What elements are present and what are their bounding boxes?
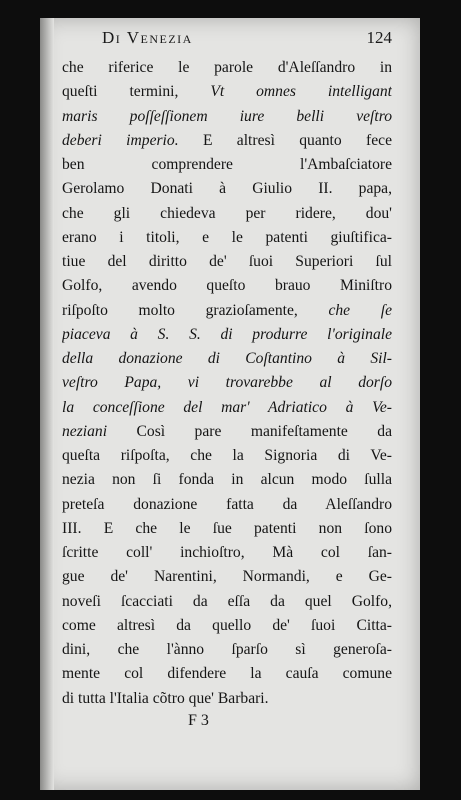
italic-quote-segment: veſtro Papa, vi trovarebbe al dorſo bbox=[62, 374, 392, 392]
italic-quote-segment: della donazione di Coſtantino à Sil- bbox=[62, 350, 392, 367]
text-segment: tiue del diritto de' ſuoi Superiori ſul bbox=[62, 253, 392, 270]
text-segment: di tutta l'Italia cõtro que' Barbari. bbox=[62, 689, 269, 707]
text-line bbox=[62, 80, 392, 104]
text-segment: Così pare manifeſtamente da bbox=[136, 422, 392, 440]
text-segment: Golfo, avendo queſto brauo Miniſtro bbox=[62, 277, 392, 295]
italic-quote-segment: deberi imperio. bbox=[62, 131, 203, 149]
text-line bbox=[62, 638, 392, 662]
text-line bbox=[62, 517, 392, 541]
book-page bbox=[40, 18, 420, 790]
text-line bbox=[62, 371, 392, 395]
text-line bbox=[62, 493, 392, 517]
text-segment: ben comprendere l'Ambaſciatore bbox=[62, 156, 392, 173]
text-line bbox=[62, 590, 392, 614]
text-line bbox=[62, 56, 392, 80]
text-line bbox=[62, 226, 392, 250]
text-line bbox=[62, 662, 392, 686]
body-text bbox=[62, 56, 392, 711]
text-line bbox=[62, 396, 392, 420]
text-line bbox=[62, 323, 392, 347]
text-segment: come altresì da quello de' ſuoi Citta- bbox=[62, 616, 392, 634]
text-line bbox=[62, 299, 392, 323]
text-line bbox=[62, 565, 392, 589]
page-gutter-shadow bbox=[40, 18, 54, 790]
page-number: 124 bbox=[366, 28, 392, 47]
running-head-title: Di Venezia bbox=[102, 28, 193, 47]
italic-quote-segment: maris poſſeſſionem iure belli veſtro bbox=[62, 107, 392, 125]
italic-quote-segment: Vt omnes intelligant bbox=[210, 83, 392, 101]
text-line bbox=[62, 129, 392, 153]
text-segment: nezia non ſi fonda in alcun modo ſulla bbox=[62, 471, 392, 489]
italic-quote-segment: piaceva à S. S. di produrre l'originale bbox=[62, 325, 392, 343]
text-line bbox=[62, 420, 392, 444]
italic-quote-segment: neziani bbox=[62, 422, 137, 440]
text-line bbox=[62, 153, 392, 177]
text-line bbox=[62, 468, 392, 492]
text-line bbox=[62, 614, 392, 638]
text-segment: che gli chiedeva per ridere, dou' bbox=[62, 204, 392, 222]
text-segment: Gerolamo Donati à Giulio II. papa, bbox=[62, 180, 392, 198]
text-line bbox=[62, 105, 392, 129]
text-segment: queſti termini, bbox=[62, 83, 211, 101]
text-segment: mente col difendere la cauſa comune bbox=[62, 665, 392, 683]
text-segment: III. E che le ſue patenti non ſono bbox=[62, 519, 392, 537]
text-line bbox=[62, 177, 392, 201]
text-segment: ſcritte coll' inchioſtro, Mà col ſan- bbox=[62, 544, 392, 561]
text-segment: gue de' Narentini, Normandi, e Ge- bbox=[62, 568, 392, 586]
signature-mark: F 3 bbox=[188, 712, 209, 729]
text-line bbox=[62, 202, 392, 226]
text-segment: queſta riſpoſta, che la Signoria di Ve- bbox=[62, 447, 392, 464]
text-segment: preteſa donazione fatta da Aleſſandro bbox=[62, 495, 392, 513]
text-segment: E altresì quanto fece bbox=[202, 131, 392, 149]
text-line bbox=[62, 541, 392, 565]
text-segment: riſpoſto molto grazioſamente, bbox=[62, 301, 329, 319]
text-line bbox=[62, 687, 392, 711]
text-segment: noveſi ſcacciati da eſſa da quel Golfo, bbox=[62, 592, 392, 610]
text-line bbox=[62, 274, 392, 298]
italic-quote-segment: la conceſſione del mar' Adriatico à Ve- bbox=[62, 398, 392, 416]
text-line bbox=[62, 444, 392, 468]
text-segment: dini, che l'ànno ſparſo sì generoſa- bbox=[62, 641, 392, 658]
text-segment: che riferice le parole d'Aleſſandro in bbox=[62, 59, 392, 76]
text-line bbox=[62, 250, 392, 274]
running-head bbox=[102, 28, 392, 48]
text-line bbox=[62, 347, 392, 371]
italic-quote-segment: che ſe bbox=[328, 301, 392, 319]
text-segment: erano i titoli, e le patenti giuſtifica- bbox=[62, 228, 392, 246]
